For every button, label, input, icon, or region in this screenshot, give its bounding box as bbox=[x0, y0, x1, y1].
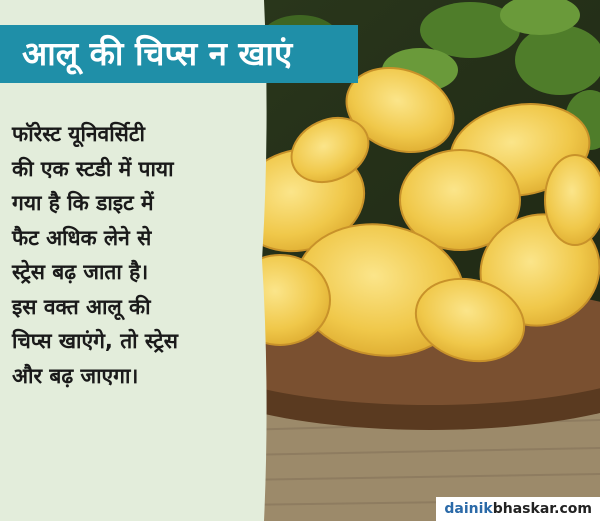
text-line: गया है कि डाइट में bbox=[12, 191, 154, 215]
text-line: की एक स्टडी में पाया bbox=[12, 156, 174, 181]
brand-watermark bbox=[436, 497, 600, 521]
headline-banner bbox=[0, 25, 358, 83]
article-text bbox=[12, 117, 260, 393]
headline: आलू की चिप्स न खाएं bbox=[22, 34, 293, 73]
text-line: इस वक्त आलू की bbox=[12, 294, 151, 319]
brand-name: bhaskar bbox=[492, 501, 555, 517]
text-line: और बढ़ जाएगा। bbox=[12, 363, 139, 388]
brand-prefix: dainik bbox=[444, 501, 493, 517]
text-line: फैट अधिक लेने से bbox=[12, 225, 152, 250]
text-line: फॉरेस्ट यूनिवर्सिटी bbox=[12, 122, 145, 146]
text-line: स्ट्रेस बढ़ जाता है। bbox=[12, 260, 149, 284]
text-line: चिप्स खाएंगे, तो स्ट्रेस bbox=[12, 329, 178, 353]
brand-suffix: .com bbox=[554, 501, 592, 517]
